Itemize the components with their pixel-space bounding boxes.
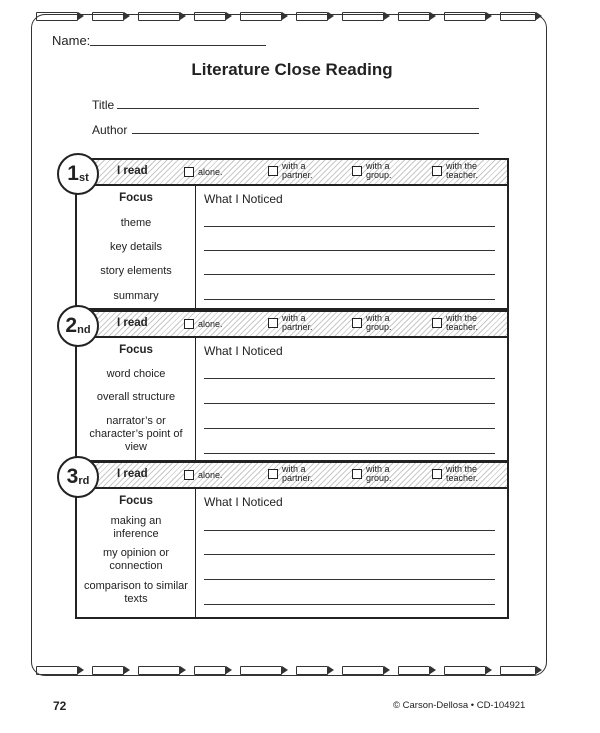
checkbox[interactable] — [184, 167, 194, 177]
writing-line[interactable] — [204, 530, 495, 531]
writing-line[interactable] — [204, 378, 495, 379]
page-number: 72 — [53, 699, 67, 713]
pencil-icon — [500, 12, 536, 21]
pencil-icon — [92, 666, 124, 675]
author-field[interactable] — [132, 133, 479, 134]
page-title: Literature Close Reading — [191, 60, 393, 79]
option-group[interactable]: with a group. — [352, 162, 406, 180]
writing-line[interactable] — [204, 274, 495, 275]
option-group[interactable]: with a group. — [352, 465, 406, 483]
pencil-icon — [92, 12, 124, 21]
reading-section-2 — [75, 310, 509, 462]
title-label: Title — [92, 98, 115, 112]
writing-line[interactable] — [204, 403, 495, 404]
section-badge: 2 nd — [57, 305, 99, 347]
name-field[interactable] — [90, 45, 266, 46]
option-partner[interactable]: with a partner. — [268, 314, 326, 332]
author-label: Author — [92, 123, 128, 137]
checkbox[interactable] — [184, 470, 194, 480]
focus-item: my opinion or connection — [102, 547, 170, 572]
i-read-label: I read — [117, 165, 148, 177]
checkbox[interactable] — [352, 318, 362, 328]
checkbox[interactable] — [268, 469, 278, 479]
pencil-icon — [296, 666, 328, 675]
noticed-header: What I Noticed — [204, 192, 283, 206]
name-label: Name: — [52, 33, 91, 48]
checkbox[interactable] — [352, 469, 362, 479]
column-divider — [195, 184, 196, 308]
option-alone[interactable]: alone. — [184, 167, 223, 177]
pencil-icon — [194, 666, 226, 675]
option-partner[interactable]: with a partner. — [268, 162, 326, 180]
pencil-icon — [342, 666, 384, 675]
checkbox[interactable] — [432, 166, 442, 176]
focus-item: making an inference — [110, 515, 162, 540]
pencil-border-top — [36, 10, 544, 22]
i-read-label: I read — [117, 317, 148, 329]
pencil-icon — [138, 666, 180, 675]
section-badge: 3 rd — [57, 456, 99, 498]
pencil-border-bottom — [36, 664, 544, 676]
option-alone[interactable]: alone. — [184, 319, 223, 329]
focus-header: Focus — [119, 192, 153, 204]
focus-item: narrator’s or character’s point of view — [89, 415, 183, 453]
writing-line[interactable] — [204, 604, 495, 605]
pencil-icon — [138, 12, 180, 21]
writing-line[interactable] — [204, 554, 495, 555]
option-partner[interactable]: with a partner. — [268, 465, 326, 483]
writing-line[interactable] — [204, 250, 495, 251]
option-teacher[interactable]: with the teacher. — [432, 162, 492, 180]
writing-line[interactable] — [204, 579, 495, 580]
focus-header: Focus — [119, 344, 153, 356]
option-teacher[interactable]: with the teacher. — [432, 314, 492, 332]
section-header — [77, 312, 507, 338]
focus-item: summary — [113, 290, 159, 302]
checkbox[interactable] — [268, 166, 278, 176]
pencil-icon — [296, 12, 328, 21]
i-read-label: I read — [117, 468, 148, 480]
noticed-header: What I Noticed — [204, 344, 283, 358]
reading-section-1 — [75, 158, 509, 310]
focus-item: key details — [110, 241, 162, 253]
focus-item: comparison to similar texts — [84, 580, 188, 605]
focus-item: story elements — [100, 265, 172, 277]
focus-item: theme — [120, 217, 152, 229]
writing-line[interactable] — [204, 428, 495, 429]
checkbox[interactable] — [432, 318, 442, 328]
copyright: © Carson-Dellosa • CD-104921 — [393, 700, 526, 711]
checkbox[interactable] — [352, 166, 362, 176]
option-alone[interactable]: alone. — [184, 470, 223, 480]
writing-line[interactable] — [204, 299, 495, 300]
focus-header: Focus — [119, 495, 153, 507]
pencil-icon — [398, 666, 430, 675]
checkbox[interactable] — [184, 319, 194, 329]
option-teacher[interactable]: with the teacher. — [432, 465, 492, 483]
writing-line[interactable] — [204, 226, 495, 227]
title-field[interactable] — [117, 108, 479, 109]
checkbox[interactable] — [268, 318, 278, 328]
noticed-header: What I Noticed — [204, 495, 283, 509]
pencil-icon — [240, 666, 282, 675]
section-header — [77, 160, 507, 186]
pencil-icon — [342, 12, 384, 21]
pencil-icon — [36, 666, 78, 675]
focus-item: overall structure — [96, 391, 176, 403]
column-divider — [195, 487, 196, 617]
writing-line[interactable] — [204, 453, 495, 454]
focus-item: word choice — [106, 368, 166, 380]
pencil-icon — [500, 666, 536, 675]
pencil-icon — [444, 666, 486, 675]
checkbox[interactable] — [432, 469, 442, 479]
pencil-icon — [194, 12, 226, 21]
pencil-icon — [398, 12, 430, 21]
section-header — [77, 463, 507, 489]
pencil-icon — [240, 12, 282, 21]
pencil-icon — [444, 12, 486, 21]
reading-section-3 — [75, 461, 509, 619]
option-group[interactable]: with a group. — [352, 314, 406, 332]
pencil-icon — [36, 12, 78, 21]
column-divider — [195, 336, 196, 460]
section-badge: 1 st — [57, 153, 99, 195]
